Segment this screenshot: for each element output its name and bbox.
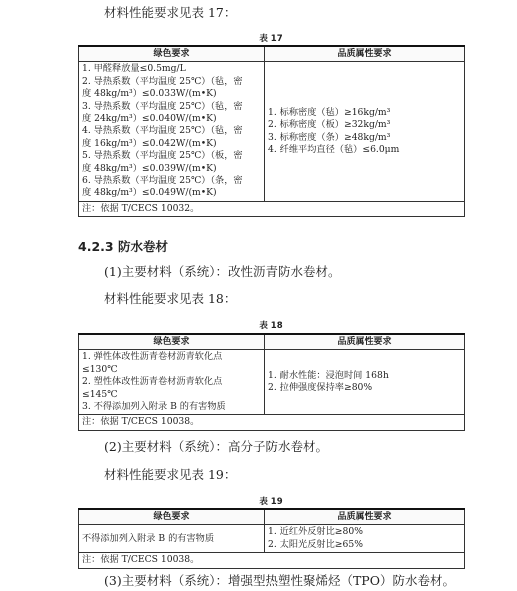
table18-green-line: 2. 塑性体改性沥青卷材沥青软化点	[82, 376, 223, 388]
table18-green-cell	[79, 350, 265, 415]
table17-green-line: 度 48kg/m³）≤0.049W/(m•K)	[82, 187, 217, 199]
table17-green-line: 5. 导热系数（平均温度 25℃）（板，密	[82, 150, 243, 162]
table17-quality-line: 4. 纤维平均直径（毡）≤6.0μm	[268, 144, 400, 156]
table17-green-cell	[79, 62, 265, 201]
table17-green-line: 度 24kg/m³）≤0.040W/(m•K)	[82, 113, 217, 125]
table17-quality-line: 2. 标称密度（板）≥32kg/m³	[268, 119, 391, 131]
paragraph-main-material-1: (1)主要材料（系统）：改性沥青防水卷材。	[104, 264, 341, 279]
table17-green-line: 4. 导热系数（平均温度 25℃）（毡，密	[82, 125, 243, 137]
table19-header-quality: 品质属性要求	[265, 509, 465, 525]
table19-note: 注：依据 T/CECS 10038。	[79, 553, 465, 568]
table18-quality-line: 1. 耐水性能：浸泡时间 168h	[268, 370, 389, 382]
table17-caption: 表 17	[259, 34, 283, 44]
table17-green-line: 度 16kg/m³）≤0.042W/(m•K)	[82, 137, 217, 149]
table18	[78, 333, 465, 431]
table18-header-green: 绿色要求	[79, 334, 265, 350]
table17-quality-cell	[265, 62, 465, 201]
table17-green-line: 2. 导热系数（平均温度 25℃）（毡，密	[82, 75, 243, 87]
table17-green-line: 6. 导热系数（平均温度 25℃）（条，密	[82, 175, 243, 187]
table18-quality-cell	[265, 350, 465, 415]
table17-green-line: 1. 甲醛释放量≤0.5mg/L	[82, 63, 186, 75]
paragraph-main-material-3: (3)主要材料（系统）：增强型热塑性聚烯烃（TPO）防水卷材。	[104, 573, 455, 588]
table18-caption: 表 18	[259, 321, 283, 331]
table17-header-green: 绿色要求	[79, 46, 265, 62]
table18-green-line: 3. 不得添加列入附录 B 的有害物质	[82, 401, 226, 413]
table19-green-cell	[79, 525, 265, 553]
table19-quality-line: 1. 近红外反射比≥80%	[268, 526, 363, 538]
table18-quality-line: 2. 拉伸强度保持率≥80%	[268, 382, 373, 394]
table19-quality-cell	[265, 525, 465, 553]
paragraph-table18-intro: 材料性能要求见表 18：	[104, 291, 237, 306]
table18-green-line: ≤145℃	[82, 388, 118, 400]
table18-green-line: 1. 弹性体改性沥青卷材沥青软化点	[82, 351, 223, 363]
table17-note: 注：依据 T/CECS 10032。	[79, 201, 465, 216]
table17-green-line: 3. 导热系数（平均温度 25℃）（毡，密	[82, 100, 243, 112]
paragraph-table19-intro: 材料性能要求见表 19：	[104, 467, 237, 482]
table18-note: 注：依据 T/CECS 10038。	[79, 415, 465, 430]
table19-quality-line: 2. 太阳光反射比≥65%	[268, 538, 363, 550]
table18-green-line: ≤130℃	[82, 363, 118, 375]
table19	[78, 508, 465, 569]
table17-quality-line: 3. 标称密度（条）≥48kg/m³	[268, 131, 391, 143]
table17-quality-line: 1. 标称密度（毡）≥16kg/m³	[268, 106, 391, 118]
table17-green-line: 度 48kg/m³）≤0.039W/(m•K)	[82, 162, 217, 174]
table17	[78, 45, 465, 217]
table19-caption: 表 19	[259, 497, 283, 507]
table19-header-green: 绿色要求	[79, 509, 265, 525]
section-heading: 4.2.3 防水卷材	[78, 239, 168, 254]
paragraph-table17-intro: 材料性能要求见表 17：	[104, 5, 237, 20]
table17-green-line: 度 48kg/m³）≤0.033W/(m•K)	[82, 88, 217, 100]
table18-header-quality: 品质属性要求	[265, 334, 465, 350]
paragraph-main-material-2: (2)主要材料（系统）：高分子防水卷材。	[104, 439, 328, 454]
table17-header-quality: 品质属性要求	[265, 46, 465, 62]
table19-green-line: 不得添加列入附录 B 的有害物质	[82, 532, 215, 544]
